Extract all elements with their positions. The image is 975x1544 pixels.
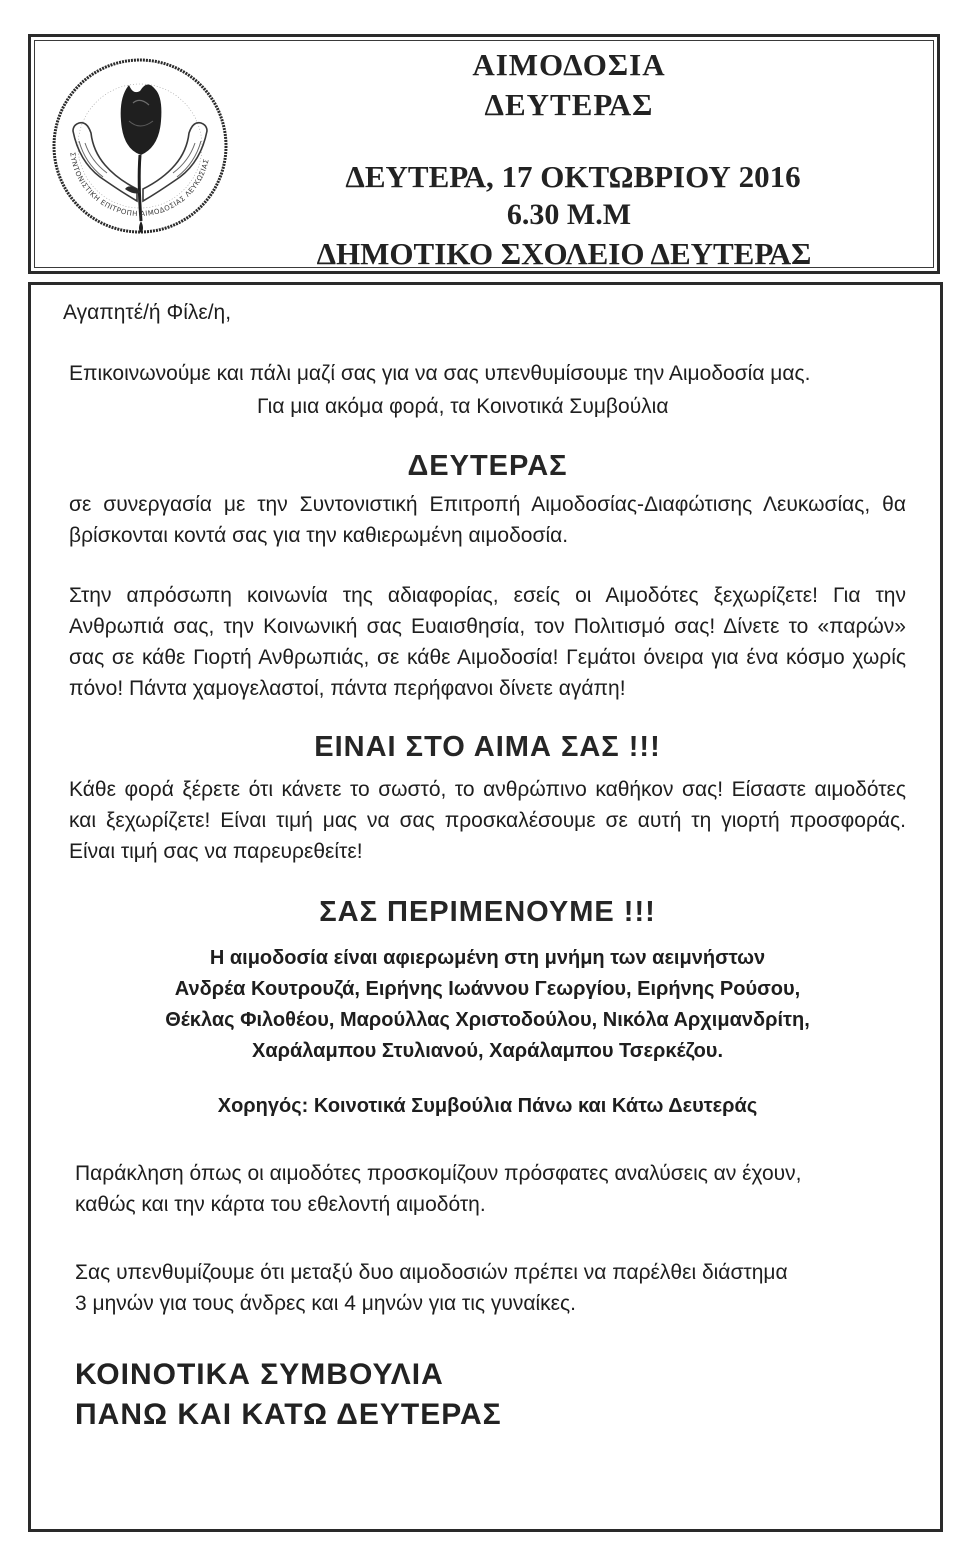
memorial-line: Ανδρέα Κουτρουζά, Ειρήνης Ιωάννου Γεωργίου, Ειρήνης Ρούσου, — [174, 978, 801, 1000]
closing-signature — [69, 1355, 906, 1435]
memorial-line: Χαράλαμπου Στυλιανού, Χαράλαμπου Τσερκέζου. — [251, 1040, 723, 1062]
intro-paragraph: Επικοινωνούμε και πάλι μαζί σας για να σας υπενθυμίσουμε την Αιμοδοσία μας. — [69, 362, 811, 385]
event-time: 6.30 Μ.Μ — [506, 198, 632, 231]
reminder-line: 3 μηνών για τους άνδρες και 4 μηνών για τις γυναίκες. — [75, 1292, 576, 1315]
honor-paragraph: Κάθε φορά ξέρετε ότι κάνετε το σωστό, το ανθρώπινο καθήκον σας! Είσαστε αιμοδότες και ξεχωρίζετε! Είναι τιμή μας να σας προσκαλέσουμε σε αυτή τη γιορτή προσφοράς. Είναι τιμή σας να παρευρεθείτε! — [69, 778, 906, 863]
closing-line2: ΠΑΝΩ ΚΑΙ ΚΑΤΩ ΔΕΥΤΕΡΑΣ — [75, 1398, 502, 1431]
header-text — [231, 45, 937, 274]
event-date: ΔΕΥΤΕΡΑ, 17 ΟΚΤΩΒΡΙΟΥ 2016 — [345, 159, 801, 194]
heading-blood: ΕΙΝΑΙ ΣΤΟ ΑΙΜΑ ΣΑΣ !!! — [314, 731, 661, 763]
logo-seal — [45, 51, 235, 241]
header-title-line2: ΔΕΥΤΕΡΑΣ — [484, 87, 654, 122]
sponsor-line: Χορηγός: Κοινοτικά Συμβούλια Πάνω και Κάτω Δευτεράς — [217, 1095, 758, 1117]
closing-line1: ΚΟΙΝΟΤΙΚΑ ΣΥΜΒΟΥΛΙΑ — [75, 1358, 444, 1391]
memorial-line: Η αιμοδοσία είναι αφιερωμένη στη μνήμη των αειμνήστων — [209, 947, 766, 969]
request-line: Παράκληση όπως οι αιμοδότες προσκομίζουν πρόσφατες αναλύσεις αν έχουν, — [75, 1162, 802, 1185]
request-line: καθώς και την κάρτα του εθελοντή αιμοδότη. — [75, 1193, 486, 1216]
cooperation-paragraph: σε συνεργασία με την Συντονιστική Επιτροπή Αιμοδοσίας-Διαφώτισης Λευκωσίας, θα βρίσκονται κοντά σας για την καθιερωμένη αιμοδοσία. — [69, 493, 906, 547]
header-box — [28, 34, 940, 274]
once-more-line: Για μια ακόμα φορά, τα Κοινοτικά Συμβούλια — [257, 395, 669, 418]
svg-text:ΣΥΝΤΟΝΙΣΤΙΚΗ ΕΠΙΤΡΟΠΗ ΑΙΜΟΔΟΣΙ: ΣΥΝΤΟΝΙΣΤΙΚΗ ΕΠΙΤΡΟΠΗ ΑΙΜΟΔΟΣΙΑΣ ΛΕΥΚΩΣΙΑΣ — [68, 151, 211, 219]
memorial-line: Θέκλας Φιλοθέου, Μαρούλλας Χριστοδούλου, Νικόλα Αρχιμανδρίτη, — [165, 1009, 810, 1031]
heading-village: ΔΕΥΤΕΡΑΣ — [407, 450, 568, 482]
heading-waiting: ΣΑΣ ΠΕΡΙΜΕΝΟΥΜΕ !!! — [319, 896, 656, 928]
reminder-line: Σας υπενθυμίζουμε ότι μεταξύ δυο αιμοδοσιών πρέπει να παρέλθει διάστημα — [75, 1261, 788, 1284]
event-venue: ΔΗΜΟΤΙΚΟ ΣΧΟΛΕΙΟ ΔΕΥΤΕΡΑΣ — [316, 236, 812, 271]
header-title-line1: ΑΙΜΟΔΟΣΙΑ — [472, 47, 666, 82]
reminder-block — [69, 1257, 906, 1319]
memorial-block — [69, 943, 906, 1067]
request-block — [69, 1158, 906, 1220]
rose-in-hands-icon — [45, 51, 235, 241]
letter-box — [28, 282, 943, 1532]
letter-content — [63, 297, 906, 1435]
praise-paragraph: Στην απρόσωπη κοινωνία της αδιαφορίας, εσείς οι Αιμοδότες ξεχωρίζετε! Για την Ανθρωπιά σας, την Κοινωνική σας Ευαισθησία, τον Πολιτισμό σας! Δίνετε το «παρών» σας σε κάθε Γιορτή Ανθρωπιάς, σε κάθε Αιμοδοσία! Γεμάτοι όνειρα για ένα κόσμο χωρίς πόνο! Πάντα χαμογελαστοί, πάντα περήφανοι δίνετε αγάπη! — [69, 584, 906, 700]
greeting: Αγαπητέ/ή Φίλε/η, — [63, 301, 232, 324]
